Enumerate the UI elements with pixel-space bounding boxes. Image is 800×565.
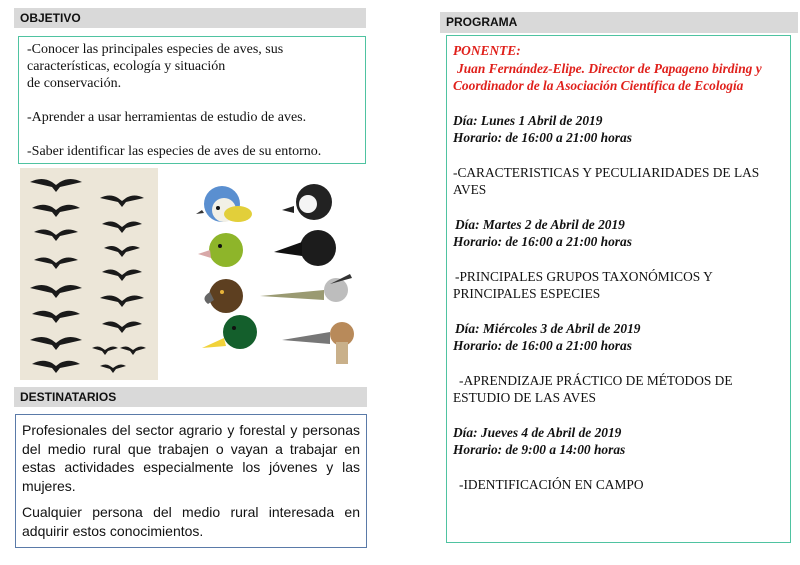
destinatarios-p1: Profesionales del sector agrario y forestal y personas del medio rural que trabajen o vayan a trabajar en estas actividades especialmente los jóvenes y las mujeres. — [22, 422, 360, 494]
ponente-line-2: Coordinador de la Asociación Científica de Ecología — [453, 78, 744, 93]
session-2-topic: -PRINCIPALES GRUPOS TAXONÓMICOS Y PRINCIPALES ESPECIES — [453, 268, 713, 301]
destinatarios-p2: Cualquier persona del medio rural interesada en adquirir estos conocimientos. — [22, 504, 360, 539]
session-1-day: Día: Lunes 1 Abril de 2019 — [453, 112, 603, 128]
objetivo-header — [14, 8, 366, 28]
session-2-day: Día: Martes 2 de Abril de 2019 — [455, 216, 625, 232]
destinatarios-header — [14, 387, 367, 407]
session-4-topic: -IDENTIFICACIÓN EN CAMPO — [459, 476, 644, 492]
raptor-silhouettes-image — [20, 168, 158, 380]
programa-title: PROGRAMA — [446, 15, 518, 29]
session-3-topic: -APRENDIZAJE PRÁCTICO DE MÉTODOS DE ESTUDIO DE LAS AVES — [453, 372, 733, 405]
session-3-hours: Horario: de 16:00 a 21:00 horas — [453, 338, 632, 353]
programa-box — [446, 35, 791, 543]
objetivo-item-2: -Aprender a usar herramientas de estudio de aves. — [27, 110, 307, 125]
session-3-day: Día: Miércoles 3 de Abril de 2019 — [455, 320, 641, 336]
session-1-topic: -CARACTERISTICAS Y PECULIARIDADES DE LAS AVES — [453, 164, 760, 197]
session-4-hours: Horario: de 9:00 a 14:00 horas — [453, 442, 626, 457]
bird-heads-image — [196, 180, 366, 370]
objetivo-item-3: -Saber identificar las especies de aves de su entorno. — [27, 144, 322, 159]
ponente-label: PONENTE: — [453, 43, 521, 58]
destinatarios-box — [15, 414, 367, 548]
objetivo-box — [18, 36, 366, 164]
session-1-hours: Horario: de 16:00 a 21:00 horas — [453, 130, 632, 145]
session-2-hours: Horario: de 16:00 a 21:00 horas — [453, 234, 632, 249]
objetivo-item-1: -Conocer las principales especies de aves, sus características, ecología y situación de conservación. — [27, 42, 284, 91]
destinatarios-title: DESTINATARIOS — [20, 390, 117, 404]
ponente-line-1: Juan Fernández-Elipe. Director de Papageno birding y — [457, 60, 762, 76]
session-4-day: Día: Jueves 4 de Abril de 2019 — [453, 424, 622, 440]
programa-header — [440, 12, 798, 33]
objetivo-title: OBJETIVO — [20, 11, 81, 25]
